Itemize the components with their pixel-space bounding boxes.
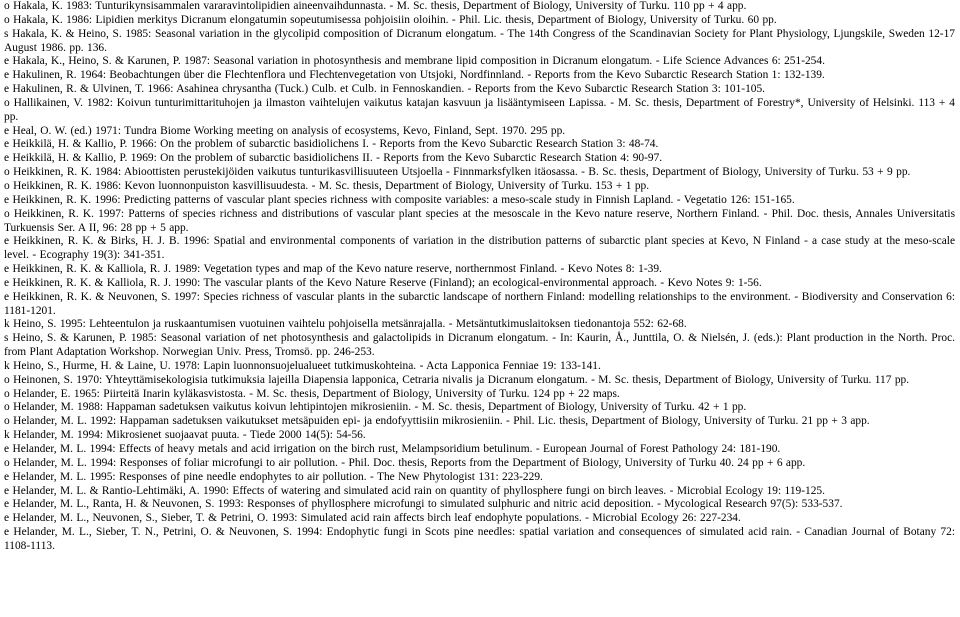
reference-entry: o Heikkinen, R. K. 1984: Abioottisten perustekijöiden vaikutus tunturikasvillisuuteen Utsjoella - Finnmarksfylken itäosassa. - B. Sc. thesis, Department of Biology, University of Turku. 53 + 9 pp. xyxy=(4,166,911,179)
reference-entry: e Helander, M. L. 1994: Effects of heavy metals and acid irrigation on the birch rust, Melampsoridium betulinum. - European Journal of Forest Pathology 24: 181-190. xyxy=(4,443,781,455)
reference-entry: k Heino, S., Hurme, H. & Laine, U. 1978: Lapin luonnonsuojelualueet tutkimuskohteina. - Acta Lapponica Fenniae 19: 133-141. xyxy=(4,359,601,372)
reference-entry: e Heal, O. W. (ed.) 1971: Tundra Biome Working meeting on analysis of ecosystems, Kevo, Finland, Sept. 1970. 295 pp. xyxy=(4,124,566,137)
reference-entry: o Hakala, K. 1983: Tunturikynsisammalen vararavintolipidien aineenvaihdunnasta. - M. Sc. thesis, Department of Biology, University of Turku. 110 pp + 4 app. xyxy=(4,0,747,12)
reference-entry: e Heikkinen, R. K. & Kalliola, R. J. 1990: The vascular plants of the Kevo Nature Reserve (Finland); an ecological-environmental approach. - Kevo Notes 9: 1-56. xyxy=(4,276,762,289)
reference-entry: e Helander, M. L. 1995: Responses of pine needle endophytes to air pollution. - The New Phytologist 131: 223-229. xyxy=(4,470,543,483)
reference-entry: o Heikkinen, R. K. 1997: Patterns of species richness and distributions of vascular plant species at the mesoscale in the Kevo nature reserve, Northern Finland. - Phil. Doc. thesis, Annales Universitatis Turkuensis Ser. A II, 96: 28 pp + 5 app. xyxy=(4,207,955,234)
reference-entry: e Heikkinen, R. K. & Kalliola, R. J. 1989: Vegetation types and map of the Kevo nature reserve, northernmost Finland. - Kevo Notes 8: 1-39. xyxy=(4,263,662,276)
reference-entry: o Helander, E. 1965: Piirteitä Inarin kyläkasvistosta. - M. Sc. thesis, Department of Biology, University of Turku. 124 pp + 22 maps. xyxy=(4,387,620,400)
reference-entry: e Hakulinen, R. 1964: Beobachtungen über die Flechtenflora und Flechtenvegetation von Utsjoki, Nordfinnland. - Reports from the Kevo Subarctic Research Station 1: 132-139. xyxy=(4,69,825,82)
reference-entry: o Hakala, K. 1986: Lipidien merkitys Dicranum elongatumin sopeutumisessa pohjoisiin oloihin. - Phil. Lic. thesis, Department of Biology, University of Turku. 60 pp. xyxy=(4,13,777,26)
reference-entry: e Helander, M. L., Sieber, T. N., Petrini, O. & Neuvonen, S. 1994: Endophytic fungi in Scots pine needles: spatial variation and consequences of simulated acid rain. - Canadian Journal of Botany 72: 1108-1113. xyxy=(4,526,955,552)
reference-entry: e Helander, M. L., Ranta, H. & Neuvonen, S. 1993: Responses of phyllosphere microfungi to simulated sulphuric and nitric acid deposition. - Mycological Research 97(5): 533-537. xyxy=(4,498,843,511)
reference-entry: k Helander, M. 1994: Mikrosienet suojaavat puuta. - Tiede 2000 14(5): 54-56. xyxy=(4,429,366,442)
reference-entry: o Helander, M. L. 1994: Responses of foliar microfungi to air pollution. - Phil. Doc. thesis, Reports from the Department of Biology, University of Turku 40. 24 pp + 6 app. xyxy=(4,456,806,469)
reference-entry: k Heino, S. 1995: Lehteentulon ja ruskaantumisen vuotuinen vaihtelu pohjoisella metsänrajalla. - Metsäntutkimuslaitoksen tiedonantoja 552: 62-68. xyxy=(4,318,687,331)
reference-entry: o Helander, M. 1988: Happaman sadetuksen vaikutus koivun lehtipintojen mikrosieniin. - M. Sc. thesis, Department of Biology, University of Turku. 42 + 1 pp. xyxy=(4,401,747,414)
reference-entry: s Heino, S. & Karunen, P. 1985: Seasonal variation of net photosynthesis and galactolipids in Dicranum elongatum. - In: Kaurin, Å., Junttila, O. & Nielsén, J. (eds.): Plant production in the North. Proc. from Plant Adaptation Workshop. Norwegian Univ. Press, Tromsö. pp. 246-253. xyxy=(4,332,955,359)
reference-entry: o Helander, M. L. 1992: Happaman sadetuksen vaikutukset metsäpuiden epi- ja endofyyttisiin mikrosieniin. - Phil. Lic. thesis, Department of Biology, University of Turku. 21 pp + 3 app. xyxy=(4,415,870,428)
reference-entry: e Hakala, K., Heino, S. & Karunen, P. 1987: Seasonal variation in photosynthesis and membrane lipid composition in Dicranum elongatum. - Life Science Advances 6: 251-254. xyxy=(4,55,825,68)
reference-entry: e Hakulinen, R. & Ulvinen, T. 1966: Asahinea chrysantha (Tuck.) Culb. et Culb. in Fennoskandien. - Reports from the Kevo Subarctic Research Station 3: 101-105. xyxy=(4,83,766,96)
reference-entry: e Heikkinen, R. K. & Birks, H. J. B. 1996: Spatial and environmental components of variation in the distribution patterns of subarctic plant species at Kevo, N Finland - a case study at the meso-scale level. - Ecography 19(3): 341-351. xyxy=(4,235,955,262)
reference-entry: e Helander, M. L. & Rantio-Lehtimäki, A. 1990: Effects of watering and simulated acid rain on quantity of phyllosphere fungi on birch leaves. - Microbial Ecology 19: 119-125. xyxy=(4,484,825,497)
reference-entry: s Hakala, K. & Heino, S. 1985: Seasonal variation in the glycolipid composition of Dicranum elongatum. - The 14th Congress of the Scandinavian Society for Plant Physiology, Ljungskile, Sweden 12-17 August 1986. pp. 136. xyxy=(4,27,955,54)
reference-entry: e Helander, M. L., Neuvonen, S., Sieber, T. & Petrini, O. 1993: Simulated acid rain affects birch leaf endophyte populations. - Microbial Ecology 26: 227-234. xyxy=(4,512,741,525)
reference-entry: e Heikkinen, R. K. & Neuvonen, S. 1997: Species richness of vascular plants in the subarctic landscape of northern Finland: modelling relationships to the environment. - Biodiversity and Conservation 6: 1181-1201. xyxy=(4,290,955,317)
reference-entry: o Heinonen, S. 1970: Yhteyttämisekologisia tutkimuksia lajeilla Diapensia lapponica, Cetraria nivalis ja Dicranum elongatum. - M. Sc. thesis, Department of Biology, University of Turku. 117 pp. xyxy=(4,373,910,386)
reference-entry: e Heikkilä, H. & Kallio, P. 1966: On the problem of subarctic basidiolichens I. - Reports from the Kevo Subarctic Research Station 3: 48-74. xyxy=(4,138,659,151)
reference-entry: o Heikkinen, R. K. 1986: Kevon luonnonpuiston kasvillisuudesta. - M. Sc. thesis, Department of Biology, University of Turku. 153 + 1 pp. xyxy=(4,179,650,192)
reference-entry: e Heikkilä, H. & Kallio, P. 1969: On the problem of subarctic basidiolichens II. - Reports from the Kevo Subarctic Research Station 4: 90-97. xyxy=(4,152,663,165)
reference-entry: e Heikkinen, R. K. 1996: Predicting patterns of vascular plant species richness with composite variables: a meso-scale study in Finnish Lapland. - Vegetatio 126: 151-165. xyxy=(4,193,795,206)
reference-entry: o Hallikainen, V. 1982: Koivun tunturimittarituhojen ja ilmaston vaihtelujen vaikutus katajan kasvuun ja lisääntymiseen Lapissa. - M. Sc. thesis, Department of Forestry*, University of Helsinki. 113 + 4 pp. xyxy=(4,96,955,123)
